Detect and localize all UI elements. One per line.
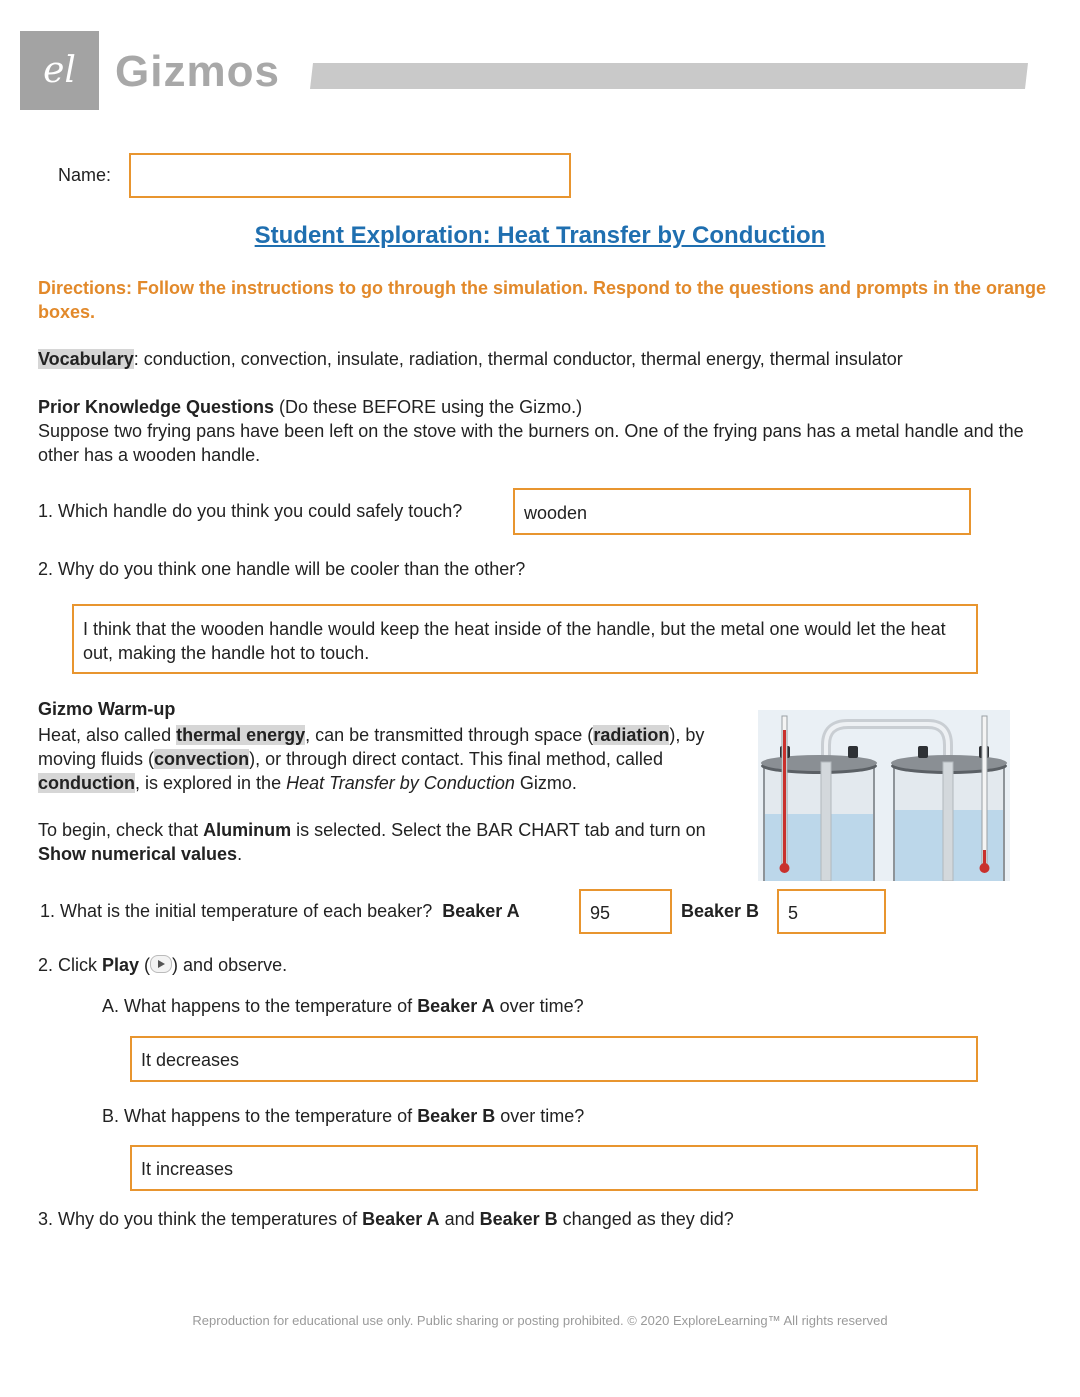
question-click-play xyxy=(38,955,287,976)
gizmo-name: Heat Transfer by Conduction xyxy=(286,773,515,793)
question-2b xyxy=(102,1106,584,1127)
explorelearning-logo: el xyxy=(20,31,99,110)
answer-2a-input[interactable] xyxy=(130,1036,978,1082)
beaker-b-input[interactable] xyxy=(777,889,886,934)
show-values-option: Show numerical values xyxy=(38,844,238,864)
answer-2a-value: It decreases xyxy=(141,1050,240,1070)
warmup-text: Gizmo. xyxy=(514,773,577,793)
gizmos-brand: Gizmos xyxy=(115,47,280,96)
beaker-a-value: 95 xyxy=(590,903,611,923)
answer-2b-value: It increases xyxy=(141,1159,234,1179)
q2-text: ) and observe. xyxy=(172,955,288,975)
q3-text: 3. Why do you think the temperatures of xyxy=(38,1209,363,1229)
term-conduction: conduction xyxy=(38,773,135,793)
warmup-begin xyxy=(38,818,748,866)
question-initial-temp xyxy=(40,901,520,922)
beakers-icon xyxy=(758,710,1010,881)
begin-text: . xyxy=(237,844,243,864)
q3-text: changed as they did? xyxy=(557,1209,734,1229)
beakers-illustration xyxy=(758,710,1010,881)
play-icon xyxy=(150,955,172,973)
begin-text: To begin, check that xyxy=(38,820,204,840)
question-2a xyxy=(102,996,584,1017)
answer-1-value: wooden xyxy=(524,503,588,523)
question-2-cooler: 2. Why do you think one handle will be cooler than the other? xyxy=(38,559,526,579)
prior-knowledge-note: (Do these BEFORE using the Gizmo.) xyxy=(274,397,583,417)
q2-text: 2. Click xyxy=(38,955,103,975)
vocabulary xyxy=(38,347,1048,371)
question-3 xyxy=(38,1209,734,1230)
warmup-text: Heat, also called xyxy=(38,725,177,745)
warmup-paragraph xyxy=(38,723,748,795)
term-thermal-energy: thermal energy xyxy=(176,725,306,745)
term-radiation: radiation xyxy=(593,725,670,745)
prior-knowledge-intro: Suppose two frying pans have been left on the stove with the burners on. One of the frying pans has a metal handle and the other has a wooden handle. xyxy=(38,421,1024,465)
vocabulary-terms: : conduction, convection, insulate, radiation, thermal conductor, thermal energy, thermal insulator xyxy=(133,349,903,369)
warmup-text: ), or through direct contact. This final method, called xyxy=(249,749,663,769)
answer-1-input[interactable] xyxy=(513,488,971,535)
prior-knowledge-heading xyxy=(38,395,1048,419)
answer-2-value: I think that the wooden handle would keep the heat inside of the handle, but the metal one would let the heat out, making the handle hot to touch. xyxy=(83,619,946,663)
begin-text: is selected. Select the BAR CHART tab and turn on xyxy=(291,820,706,840)
directions: Directions: Follow the instructions to go through the simulation. Respond to the questions and prompts in the orange boxes. xyxy=(38,278,1046,322)
name-input[interactable] xyxy=(129,153,571,198)
header-bar xyxy=(310,63,1028,89)
q2a-text: over time? xyxy=(494,996,584,1016)
warmup-text: ), by moving fluids ( xyxy=(38,725,705,769)
page-title: Student Exploration: Heat Transfer by Conduction xyxy=(254,222,826,249)
q2-text: ( xyxy=(139,955,151,975)
answer-2-input[interactable] xyxy=(72,604,978,674)
warmup-heading: Gizmo Warm-up xyxy=(38,699,176,719)
beaker-a-label: Beaker A xyxy=(442,901,520,921)
answer-2b-input[interactable] xyxy=(130,1145,978,1191)
play-label: Play xyxy=(102,955,140,975)
beaker-b-label: Beaker B xyxy=(681,901,760,921)
beaker-b-value: 5 xyxy=(788,903,799,923)
q3-text: and xyxy=(439,1209,480,1229)
question-initial-temp-text: 1. What is the initial temperature of each beaker? xyxy=(40,901,433,921)
q3-beaker-a: Beaker A xyxy=(362,1209,440,1229)
term-convection: convection xyxy=(154,749,250,769)
q2b-text: over time? xyxy=(495,1106,585,1126)
q3-beaker-b: Beaker B xyxy=(479,1209,558,1229)
q2b-beaker: Beaker B xyxy=(417,1106,496,1126)
beaker-a-input[interactable] xyxy=(579,889,672,934)
name-label: Name: xyxy=(58,165,112,185)
warmup-text: , can be transmitted through space ( xyxy=(305,725,594,745)
prior-knowledge-title: Prior Knowledge Questions xyxy=(38,397,275,417)
footer-copyright: Reproduction for educational use only. Public sharing or posting prohibited. © 2020 ExploreLearning™ All rights reserved xyxy=(192,1313,888,1328)
vocabulary-label: Vocabulary xyxy=(38,349,134,369)
aluminum-option: Aluminum xyxy=(203,820,292,840)
q2b-text: B. What happens to the temperature of xyxy=(102,1106,418,1126)
q2a-beaker: Beaker A xyxy=(417,996,495,1016)
question-1-handle: 1. Which handle do you think you could safely touch? xyxy=(38,501,463,521)
warmup-text: , is explored in the xyxy=(135,773,287,793)
q2a-text: A. What happens to the temperature of xyxy=(102,996,418,1016)
